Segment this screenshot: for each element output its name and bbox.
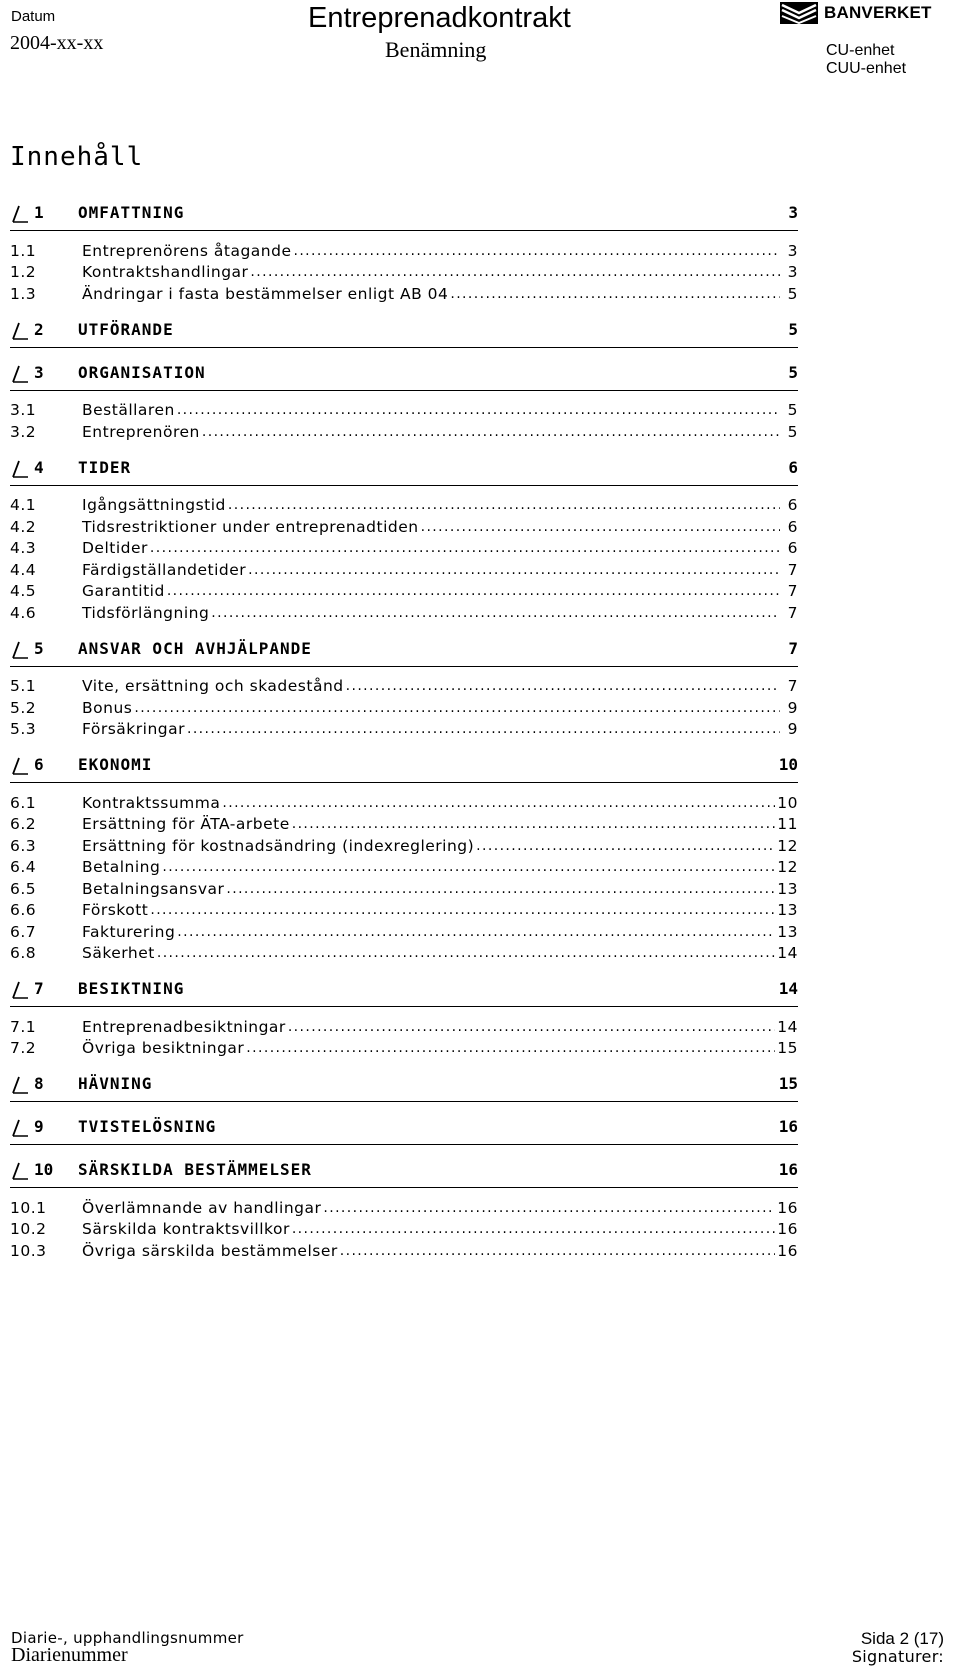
section-number: 7.2	[10, 1039, 37, 1058]
toc-chapter-row[interactable]	[10, 200, 798, 222]
section-marker-icon	[10, 980, 28, 998]
dot-leader	[226, 881, 775, 897]
document-title: Entreprenadkontrakt	[308, 2, 571, 34]
section-marker-icon	[10, 1161, 28, 1179]
dot-leader	[292, 816, 776, 832]
chapter-title: HÄVNING	[78, 1074, 153, 1093]
signatures-label: Signaturer:	[851, 1647, 944, 1666]
section-number: 5.3	[10, 720, 37, 739]
dot-leader	[177, 924, 775, 940]
section-title: Övriga särskilda bestämmelser	[82, 1241, 338, 1260]
section-marker-icon	[10, 321, 28, 339]
dot-leader	[211, 605, 780, 621]
section-number: 5.2	[10, 698, 37, 717]
dot-leader	[293, 243, 780, 259]
section-page: 5	[787, 422, 798, 441]
section-number: 4.3	[10, 539, 37, 558]
section-number: 5.1	[10, 677, 37, 696]
chapter-title: ORGANISATION	[78, 362, 206, 382]
page-footer	[0, 1628, 960, 1666]
section-title: Övriga besiktningar	[82, 1039, 245, 1058]
chapter-title: UTFÖRANDE	[78, 319, 174, 339]
section-page: 15	[777, 1039, 798, 1058]
chapter-number: 9	[34, 1117, 44, 1136]
toc-section-row[interactable]	[10, 900, 798, 922]
dot-leader	[288, 1019, 775, 1035]
unit-2: CUU-enhet	[826, 60, 907, 77]
dot-leader	[346, 678, 780, 694]
chapter-rule	[10, 1101, 798, 1102]
section-page: 6	[787, 517, 798, 536]
section-page: 7	[787, 603, 798, 622]
chapter-page: 10	[778, 755, 798, 774]
section-page: 14	[777, 1017, 798, 1036]
section-title: Entreprenören	[82, 422, 200, 441]
chapter-title: OMFATTNING	[78, 203, 185, 222]
section-page: 5	[787, 284, 798, 303]
dot-leader	[450, 286, 780, 302]
toc-section-row[interactable]	[10, 921, 798, 943]
chapter-title: TIDER	[78, 457, 132, 477]
toc-chapter-row[interactable]	[10, 317, 798, 339]
banverket-logo-icon	[780, 2, 818, 24]
section-number: 3.1	[10, 401, 37, 420]
section-number: 1.1	[10, 241, 37, 260]
section-number: 10.3	[10, 1241, 47, 1260]
section-title: Förskott	[82, 901, 149, 920]
section-title: Deltider	[82, 539, 148, 558]
section-page: 13	[777, 901, 798, 920]
section-page: 9	[787, 698, 798, 717]
chapter-number: 1	[34, 203, 44, 222]
section-title: Överlämnande av handlingar	[82, 1198, 322, 1217]
section-marker-icon	[10, 756, 28, 774]
section-marker-icon	[10, 459, 28, 477]
section-number: 10.2	[10, 1220, 47, 1239]
section-page: 7	[787, 560, 798, 579]
chapter-page: 14	[778, 979, 798, 998]
toc-section-row[interactable]	[10, 1197, 798, 1219]
toc-chapter-row[interactable]	[10, 636, 798, 658]
dot-leader	[157, 945, 775, 961]
chapter-title: ANSVAR OCH AVHJÄLPANDE	[78, 638, 312, 658]
toc-section-row[interactable]	[10, 878, 798, 900]
logo-text: BANVERKET	[824, 3, 932, 22]
section-title: Ersättning för kostnadsändring (indexreglering)	[82, 836, 475, 855]
toc-section-row[interactable]	[10, 857, 798, 879]
section-title: Igångsättningstid	[82, 496, 226, 515]
toc-section-row[interactable]	[10, 1240, 798, 1262]
section-number: 6.7	[10, 922, 37, 941]
date-label: Datum	[11, 8, 56, 25]
section-title: Tidsförlängning	[82, 603, 210, 622]
toc-chapter-row[interactable]	[10, 752, 798, 774]
section-page: 12	[777, 858, 798, 877]
section-page: 13	[777, 879, 798, 898]
toc-section-row[interactable]	[10, 581, 798, 603]
dot-leader	[202, 424, 780, 440]
section-title: Kontraktshandlingar	[82, 263, 249, 282]
date-value: 2004-xx-xx	[10, 32, 104, 54]
dot-leader	[292, 1221, 775, 1237]
section-page: 14	[777, 944, 798, 963]
section-number: 10.1	[10, 1198, 47, 1217]
chapter-number: 8	[34, 1074, 44, 1093]
toc-section-row[interactable]	[10, 1219, 798, 1241]
section-page: 10	[777, 793, 798, 812]
section-title: Beställaren	[82, 401, 175, 420]
chapter-rule	[10, 347, 798, 348]
section-number: 4.5	[10, 582, 37, 601]
toc-section-row[interactable]	[10, 697, 798, 719]
section-title: Särskilda kontraktsvillkor	[82, 1220, 290, 1239]
section-page: 9	[787, 720, 798, 739]
section-title: Säkerhet	[82, 944, 155, 963]
section-number: 6.3	[10, 836, 37, 855]
chapter-number: 2	[34, 319, 44, 339]
dot-leader	[323, 1200, 775, 1216]
section-page: 6	[787, 539, 798, 558]
section-title: Entreprenörens åtagande	[82, 241, 292, 260]
toc-title: Innehåll	[10, 142, 144, 172]
chapter-title: TVISTELÖSNING	[78, 1117, 217, 1136]
chapter-number: 6	[34, 755, 44, 774]
section-number: 7.1	[10, 1017, 37, 1036]
toc-section-row[interactable]	[10, 1016, 798, 1038]
section-number: 6.8	[10, 944, 37, 963]
toc-section-row[interactable]	[10, 495, 798, 517]
toc-section-row[interactable]	[10, 262, 798, 284]
section-number: 6.5	[10, 879, 37, 898]
section-page: 3	[787, 263, 798, 282]
section-page: 16	[777, 1198, 798, 1217]
banverket-logo	[780, 0, 932, 26]
section-page: 6	[787, 496, 798, 515]
section-marker-icon	[10, 204, 28, 222]
reference-value: Diarienummer	[11, 1644, 128, 1666]
toc-section-row[interactable]	[10, 1038, 798, 1060]
page-number: Sida 2 (17)	[860, 1629, 944, 1648]
chapter-number: 3	[34, 362, 44, 382]
dot-leader	[248, 562, 780, 578]
toc-section-row[interactable]	[10, 538, 798, 560]
section-number: 1.2	[10, 263, 37, 282]
section-title: Försäkringar	[82, 720, 185, 739]
chapter-page: 15	[778, 1074, 798, 1093]
chapter-number: 4	[34, 457, 44, 477]
chapter-number: 5	[34, 638, 44, 658]
reference-label: Diarie-, upphandlingsnummer	[11, 1629, 244, 1647]
dot-leader	[246, 1040, 775, 1056]
toc-section-row[interactable]	[10, 835, 798, 857]
section-title: Färdigställandetider	[82, 560, 247, 579]
toc-section-row[interactable]	[10, 792, 798, 814]
section-page: 16	[777, 1241, 798, 1260]
section-title: Ersättning för ÄTA-arbete	[82, 815, 290, 834]
section-title: Vite, ersättning och skadestånd	[82, 677, 344, 696]
section-number: 4.4	[10, 560, 37, 579]
chapter-page: 3	[788, 203, 798, 222]
chapter-title: SÄRSKILDA BESTÄMMELSER	[78, 1160, 312, 1179]
toc-chapter-row[interactable]	[10, 360, 798, 382]
section-page: 11	[777, 815, 798, 834]
document-subtitle: Benämning	[385, 37, 487, 62]
section-title: Kontraktssumma	[82, 793, 221, 812]
toc-section-row[interactable]	[10, 400, 798, 422]
section-page: 12	[777, 836, 798, 855]
section-title: Betalningsansvar	[82, 879, 225, 898]
table-of-contents	[10, 200, 798, 1262]
dot-leader	[228, 497, 780, 513]
dot-leader	[162, 859, 775, 875]
dot-leader	[421, 519, 780, 535]
section-marker-icon	[10, 1075, 28, 1093]
page-header	[0, 0, 960, 80]
section-title: Entreprenadbesiktningar	[82, 1017, 286, 1036]
section-marker-icon	[10, 640, 28, 658]
dot-leader	[150, 540, 780, 556]
dot-leader	[222, 795, 775, 811]
section-number: 1.3	[10, 284, 37, 303]
section-title: Betalning	[82, 858, 161, 877]
chapter-page: 7	[788, 638, 798, 658]
chapter-title: EKONOMI	[78, 755, 153, 774]
chapter-rule	[10, 1144, 798, 1145]
chapter-number: 7	[34, 979, 44, 998]
toc-section-row[interactable]	[10, 676, 798, 698]
chapter-page: 5	[788, 362, 798, 382]
section-number: 6.1	[10, 793, 37, 812]
toc-section-row[interactable]	[10, 602, 798, 624]
chapter-page: 6	[788, 457, 798, 477]
section-number: 4.6	[10, 603, 37, 622]
section-title: Bonus	[82, 698, 133, 717]
dot-leader	[476, 838, 775, 854]
toc-chapter-row[interactable]	[10, 1114, 798, 1136]
toc-section-row[interactable]	[10, 814, 798, 836]
section-title: Tidsrestriktioner under entreprenadtiden	[82, 517, 419, 536]
toc-section-row[interactable]	[10, 283, 798, 305]
unit-1: CU-enhet	[826, 42, 895, 59]
section-title: Fakturering	[82, 922, 176, 941]
dot-leader	[167, 583, 780, 599]
section-page: 7	[787, 677, 798, 696]
section-title: Garantitid	[82, 582, 165, 601]
section-number: 6.6	[10, 901, 37, 920]
dot-leader	[134, 700, 780, 716]
toc-section-row[interactable]	[10, 719, 798, 741]
toc-chapter-row[interactable]	[10, 1071, 798, 1093]
chapter-page: 16	[778, 1160, 798, 1179]
toc-section-row[interactable]	[10, 421, 798, 443]
section-number: 6.2	[10, 815, 37, 834]
dot-leader	[177, 402, 780, 418]
dot-leader	[340, 1243, 776, 1259]
toc-chapter-row[interactable]	[10, 1157, 798, 1179]
section-title: Ändringar i fasta bestämmelser enligt AB 04	[82, 284, 449, 303]
dot-leader	[150, 902, 775, 918]
section-page: 13	[777, 922, 798, 941]
section-number: 3.2	[10, 422, 37, 441]
toc-section-row[interactable]	[10, 943, 798, 965]
section-page: 7	[787, 582, 798, 601]
chapter-number: 10	[34, 1160, 54, 1179]
chapter-page: 16	[778, 1117, 798, 1136]
toc-section-row[interactable]	[10, 240, 798, 262]
section-marker-icon	[10, 1118, 28, 1136]
toc-section-row[interactable]	[10, 516, 798, 538]
section-marker-icon	[10, 364, 28, 382]
toc-section-row[interactable]	[10, 559, 798, 581]
chapter-page: 5	[788, 319, 798, 339]
dot-leader	[187, 721, 780, 737]
chapter-title: BESIKTNING	[78, 979, 185, 998]
section-page: 3	[787, 241, 798, 260]
dot-leader	[250, 264, 780, 280]
section-number: 6.4	[10, 858, 37, 877]
section-page: 16	[777, 1220, 798, 1239]
section-page: 5	[787, 401, 798, 420]
section-number: 4.2	[10, 517, 37, 536]
toc-chapter-row[interactable]	[10, 455, 798, 477]
toc-chapter-row[interactable]	[10, 976, 798, 998]
section-number: 4.1	[10, 496, 37, 515]
